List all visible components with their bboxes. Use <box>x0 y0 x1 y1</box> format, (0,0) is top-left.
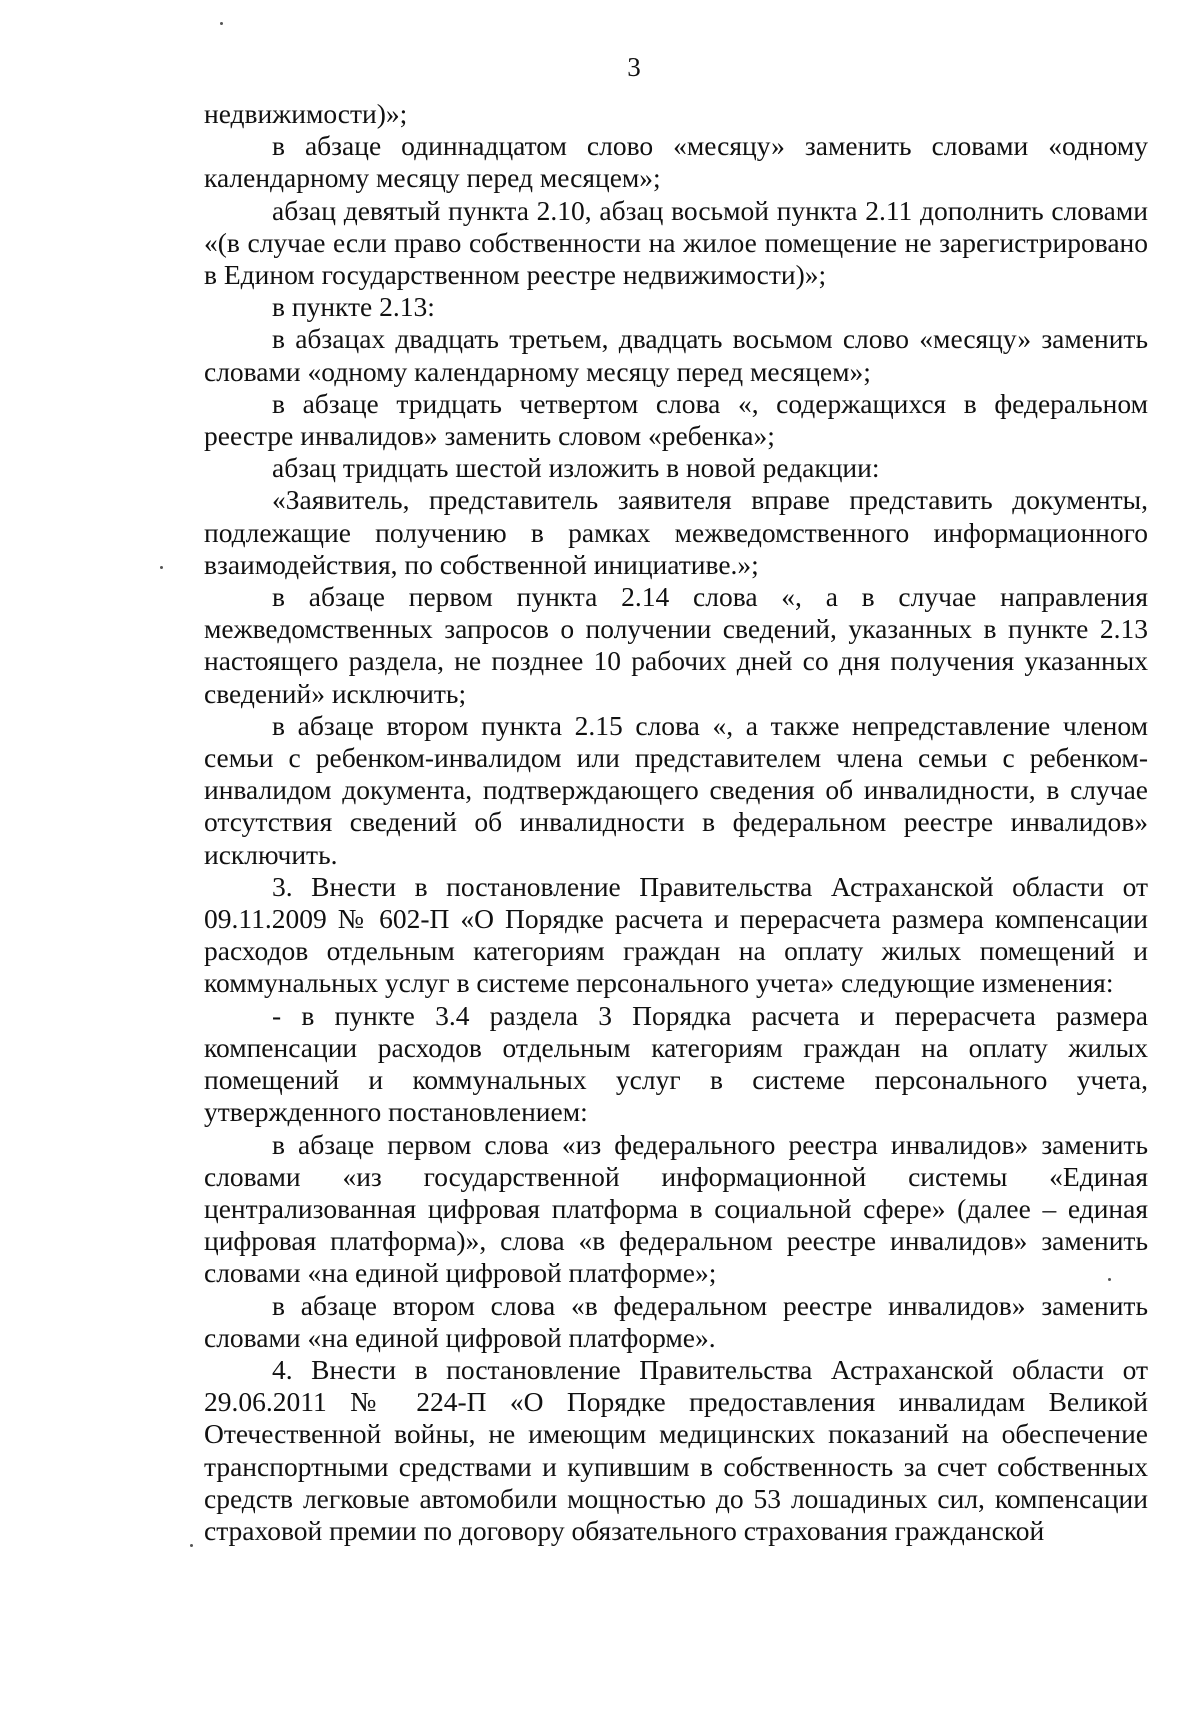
scan-speck <box>220 22 223 25</box>
paragraph: в пункте 2.13: <box>272 291 435 323</box>
paragraph: в абзаце первом слова «из федерального реестра инвалидов» заменить словами «из государственной информационной системы «Единая централизованная цифровая платформа в социальной сфере» (далее – единая цифровая платформа)», слова «в федеральном реестре инвалидов» заменить словами «на единой цифровой платформе»; <box>204 1128 1148 1289</box>
paragraph-item-4: 4. Внести в постановление Правительства Астраханской области от 29.06.2011 № 224-П «О Порядке предоставления инвалидам Великой Отечественной войны, не имеющим медицинских показаний на обеспечение транспортными средствами и купившим в собственность за счет собственных средств легковые автомобили мощностью до 53 лошадиных сил, компенсации страховой премии по договору обязательного страхования гражданской <box>204 1353 1148 1546</box>
paragraph-continuation: недвижимости)»; <box>204 98 408 129</box>
scan-speck <box>1108 1278 1111 1281</box>
paragraph: в абзацах двадцать третьем, двадцать восьмом слово «месяцу» заменить словами «одному календарному месяцу перед месяцем»; <box>204 323 1148 387</box>
paragraph: в абзаце втором пункта 2.15 слова «, а также непредставление членом семьи с ребенком-инвалидом или представителем члена семьи с ребенком-инвалидом документа, подтверждающего сведения об инвалидности, в случае отсутствия сведений об инвалидности в федеральном реестре инвалидов» исключить. <box>204 709 1148 870</box>
paragraph: в абзаце первом пункта 2.14 слова «, а в случае направления межведомственных запросов о получении сведений, указанных в пункте 2.13 настоящего раздела, не позднее 10 рабочих дней со дня получения указанных сведений» исключить; <box>204 581 1148 709</box>
scan-speck <box>190 1544 193 1547</box>
scan-speck <box>160 566 163 569</box>
page-number: 3 <box>627 52 641 82</box>
paragraph: в абзаце втором слова «в федеральном реестре инвалидов» заменить словами «на единой цифровой платформе». <box>204 1289 1148 1353</box>
paragraph: в абзаце тридцать четвертом слова «, содержащихся в федеральном реестре инвалидов» заменить словом «ребенка»; <box>204 387 1148 452</box>
paragraph: «Заявитель, представитель заявителя вправе представить документы, подлежащие получению в рамках межведомственного информационного взаимодействия, по собственной инициативе.»; <box>204 484 1148 580</box>
document-body <box>204 98 1148 1547</box>
paragraph: абзац тридцать шестой изложить в новой редакции: <box>272 452 880 484</box>
paragraph: абзац девятый пункта 2.10, абзац восьмой пункта 2.11 дополнить словами «(в случае если право собственности на жилое помещение не зарегистрировано в Едином государственном реестре недвижимости)»; <box>204 194 1148 291</box>
paragraph: - в пункте 3.4 раздела 3 Порядка расчета и перерасчета размера компенсации расходов отдельным категориям граждан на оплату жилых помещений и коммунальных услуг в системе персонального учета, утвержденного постановлением: <box>204 999 1148 1128</box>
paragraph-item-3: 3. Внести в постановление Правительства Астраханской области от 09.11.2009 № 602-П «О Порядке расчета и перерасчета размера компенсации расходов отдельным категориям граждан на оплату жилых помещений и коммунальных услуг в системе персонального учета» следующие изменения: <box>204 870 1148 999</box>
paragraph: в абзаце одиннадцатом слово «месяцу» заменить словами «одному календарному месяцу перед месяцем»; <box>204 130 1148 194</box>
